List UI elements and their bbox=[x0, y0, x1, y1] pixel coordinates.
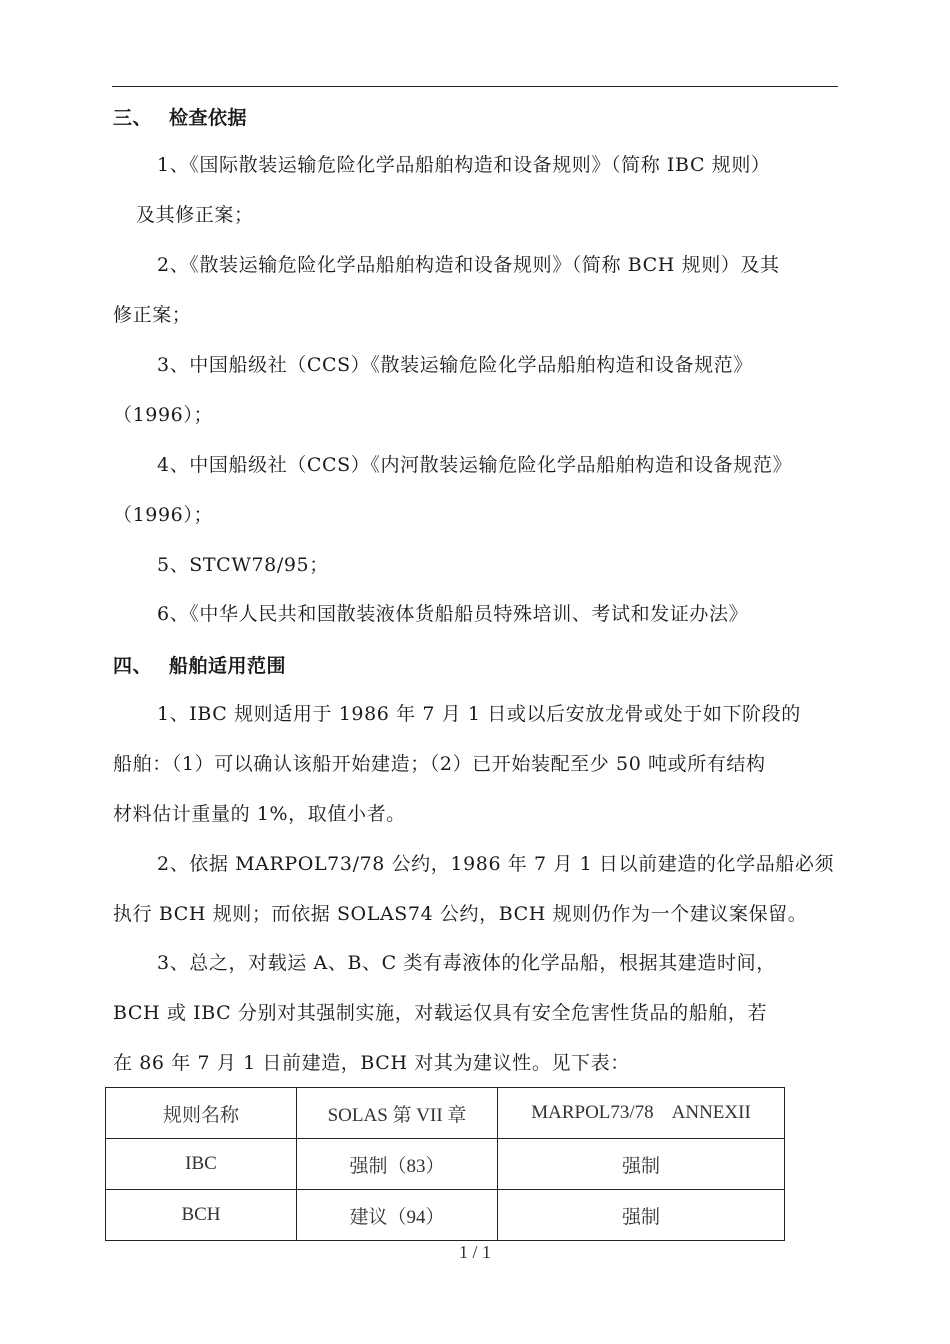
header-rule bbox=[112, 86, 838, 87]
paragraph-line: （1996）； bbox=[113, 504, 214, 526]
table-header-cell: MARPOL73/78 ANNEXII bbox=[498, 1088, 785, 1139]
table-cell: 强制（83） bbox=[297, 1139, 498, 1190]
table-cell: IBC bbox=[106, 1139, 297, 1190]
table-cell: 强制 bbox=[498, 1190, 785, 1241]
table-row bbox=[106, 1139, 785, 1190]
paragraph-line: （1996）； bbox=[113, 404, 214, 426]
section-3-number: 三、 bbox=[113, 107, 153, 129]
table-cell: BCH bbox=[106, 1190, 297, 1241]
paragraph-line: 船舶：（1）可以确认该船开始建造；（2）已开始装配至少 50 吨或所有结构 bbox=[113, 753, 766, 775]
paragraph-line: BCH 或 IBC 分别对其强制实施，对载运仅具有安全危害性货品的船舶，若 bbox=[113, 1002, 768, 1024]
paragraph-line: 执行 BCH 规则；而依据 SOLAS74 公约，BCH 规则仍作为一个建议案保留。 bbox=[113, 903, 808, 925]
paragraph-line: 2、《散装运输危险化学品船舶构造和设备规则》（简称 BCH 规则）及其 bbox=[157, 254, 780, 276]
section-3-title: 检查依据 bbox=[169, 107, 248, 129]
table-header-row bbox=[106, 1088, 785, 1139]
table-row bbox=[106, 1190, 785, 1241]
section-4-number: 四、 bbox=[113, 655, 153, 677]
section-4-heading bbox=[113, 651, 286, 678]
paragraph-line: 2、依据 MARPOL73/78 公约，1986 年 7 月 1 日以前建造的化学品船必须 bbox=[157, 853, 835, 875]
section-3-heading bbox=[113, 103, 247, 130]
paragraph-line: 1、IBC 规则适用于 1986 年 7 月 1 日或以后安放龙骨或处于如下阶段的 bbox=[157, 703, 801, 725]
table-header-cell: SOLAS 第 VII 章 bbox=[297, 1088, 498, 1139]
paragraph-line: 在 86 年 7 月 1 日前建造，BCH 对其为建议性。见下表： bbox=[113, 1052, 630, 1074]
paragraph-line: 1、《国际散装运输危险化学品船舶构造和设备规则》（简称 IBC 规则） bbox=[157, 154, 771, 176]
paragraph-line: 5、STCW78/95； bbox=[157, 554, 329, 576]
paragraph-line: 修正案； bbox=[113, 304, 192, 326]
paragraph-line: 3、总之，对载运 A、B、C 类有毒液体的化学品船，根据其建造时间， bbox=[157, 952, 776, 974]
table-cell: 建议（94） bbox=[297, 1190, 498, 1241]
table-cell: 强制 bbox=[498, 1139, 785, 1190]
section-4-title: 船舶适用范围 bbox=[169, 655, 287, 677]
paragraph-line: 材料估计重量的 1%，取值小者。 bbox=[113, 803, 406, 825]
rules-table bbox=[105, 1087, 785, 1241]
page-number: 1 / 1 bbox=[458, 1242, 491, 1262]
table-header-cell: 规则名称 bbox=[106, 1088, 297, 1139]
paragraph-line: 及其修正案； bbox=[136, 204, 254, 226]
paragraph-line: 6、《中华人民共和国散装液体货船船员特殊培训、考试和发证办法》 bbox=[157, 603, 749, 625]
paragraph-line: 3、中国船级社（CCS）《散装运输危险化学品船舶构造和设备规范》 bbox=[157, 354, 753, 376]
paragraph-line: 4、中国船级社（CCS）《内河散装运输危险化学品船舶构造和设备规范》 bbox=[157, 454, 793, 476]
